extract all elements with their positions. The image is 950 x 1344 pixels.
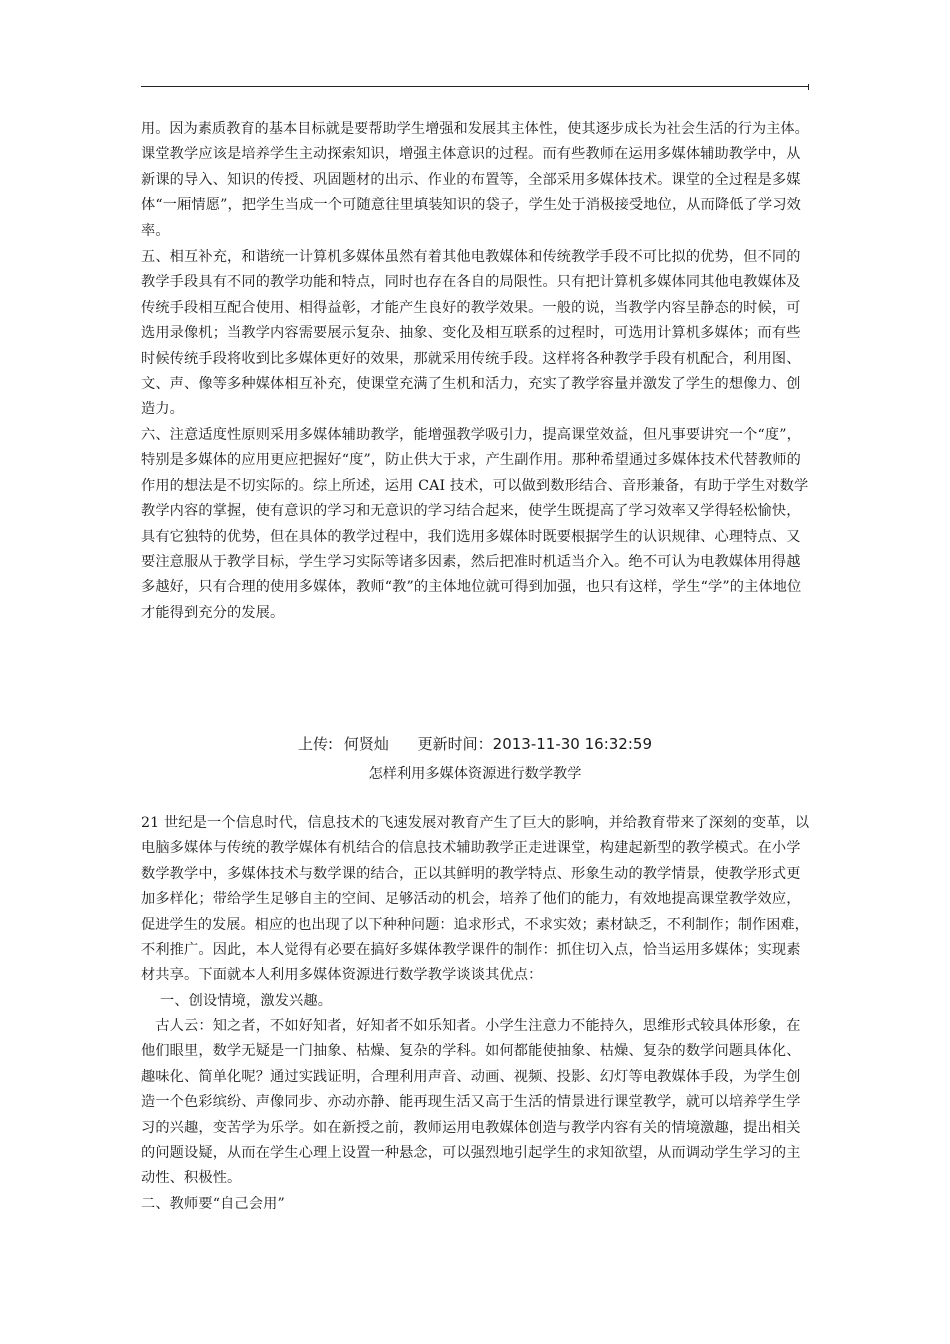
text-line: 新课的导入、知识的传授、巩固题材的出示、作业的布置等，全部采用多媒体技术。课堂的全过程是多媒 bbox=[141, 171, 801, 188]
text-line: 电脑多媒体与传统的教学媒体有机结合的信息技术辅助教学正走进课堂，构建起新型的教学模式。在小学 bbox=[141, 840, 801, 857]
text-line: 动性、积极性。 bbox=[141, 1170, 242, 1187]
updated-label: 更新时间： bbox=[417, 735, 493, 753]
text-line: 用。因为素质教育的基本目标就是要帮助学生增强和发展其主体性，使其逐步成长为社会生活的行为主体。 bbox=[141, 121, 809, 137]
text-line: 选用录像机；当教学内容需要展示复杂、抽象、变化及相互联系的过程时，可选用计算机多媒体；而有些 bbox=[141, 325, 801, 342]
header-rule-tick bbox=[808, 84, 809, 90]
text-line: 才能得到充分的发展。 bbox=[141, 604, 285, 621]
text-line: 六、注意适度性原则采用多媒体辅助教学，能增强教学吸引力，提高课堂效益，但凡事要讲究一个“度”， bbox=[141, 427, 801, 443]
text-line: 多越好，只有合理的使用多媒体，教师“教”的主体地位就可得到加强，也只有这样，学生“学”的主体地位 bbox=[141, 579, 802, 596]
text-line: 古人云：知之者，不如好知者，好知者不如乐知者。小学生注意力不能持久，思维形式较具体形象，在 bbox=[141, 1018, 801, 1034]
text-line: 习的兴趣，变苦学为乐学。如在新授之前，教师运用电教媒体创造与教学内容有关的情境激趣，提出相关 bbox=[141, 1119, 801, 1136]
heading-section-one bbox=[141, 989, 809, 1014]
text-line: 要注意服从于教学目标，学生学习实际等诸多因素，然后把准时机适当介入。绝不可认为电教媒体用得越 bbox=[141, 554, 801, 571]
paragraph-student-subjectivity bbox=[141, 117, 809, 244]
updated-time: 2013-11-30 16:32:59 bbox=[492, 735, 652, 753]
text-line: 五、相互补充，和谐统一计算机多媒体虽然有着其他电教媒体和传统教学手段不可比拟的优势，但不同的 bbox=[141, 249, 801, 265]
paragraph-intro bbox=[141, 811, 809, 989]
upload-meta bbox=[0, 733, 950, 754]
text-line: 时候传统手段将收到比多媒体更好的效果，那就采用传统手段。这样将各种教学手段有机配合，利用图、 bbox=[141, 350, 801, 367]
text-line: 二、教师要“自己会用” bbox=[141, 1196, 285, 1212]
text-line: 造一个色彩缤纷、声像同步、亦动亦静、能再现生活又高于生活的情景进行课堂教学，就可以培养学生学 bbox=[141, 1094, 801, 1111]
paragraph-section-five bbox=[141, 245, 809, 423]
text-line: 的问题设疑，从而在学生心理上设置一种悬念，可以强烈地引起学生的求知欲望，从而调动学生学习的主 bbox=[141, 1145, 801, 1162]
article-title: 怎样利用多媒体资源进行数学教学 bbox=[368, 766, 582, 782]
text-line: 造力。 bbox=[141, 401, 185, 418]
text-line: 体“一厢情愿”，把学生当成一个可随意往里填装知识的袋子，学生处于消极接受地位，从而降低了学习效 bbox=[141, 197, 801, 214]
text-line: 作用的想法是不切实际的。综上所述，运用 CAI 技术，可以做到数形结合、音形兼备，有助于学生对数学 bbox=[141, 477, 809, 494]
text-line: 材共享。下面就本人利用多媒体资源进行数学教学谈谈其优点： bbox=[141, 967, 543, 984]
text-line: 一、创设情境，激发兴趣。 bbox=[141, 993, 333, 1009]
text-line: 促进学生的发展。相应的也出现了以下种种问题：追求形式，不求实效；素材缺乏，不利制作；制作困难， bbox=[141, 916, 809, 933]
text-line: 加多样化；带给学生足够自主的空间、足够活动的机会，培养了他们的能力，有效地提高课堂教学效应， bbox=[141, 891, 801, 908]
text-line: 率。 bbox=[141, 222, 170, 239]
text-line: 21 世纪是一个信息时代，信息技术的飞速发展对教育产生了巨大的影响，并给教育带来了深刻的变革，以 bbox=[141, 815, 810, 831]
text-line: 教学内容的掌握，使有意识的学习和无意识的学习结合起来，使学生既提高了学习效率又学得轻松愉快， bbox=[141, 503, 801, 520]
text-line: 他们眼里，数学无疑是一门抽象、枯燥、复杂的学科。如何都能使抽象、枯燥、复杂的数学问题具体化、 bbox=[141, 1043, 801, 1060]
text-line: 传统手段相互配合使用、相得益彰，才能产生良好的教学效果。一般的说，当教学内容呈静态的时候，可 bbox=[141, 299, 801, 316]
uploader-label: 上传: bbox=[298, 735, 334, 753]
text-line: 特别是多媒体的应用更应把握好“度”，防止供大于求，产生副作用。那种希望通过多媒体技术代替教师的 bbox=[141, 452, 801, 469]
text-line: 不利推广。因此，本人觉得有必要在搞好多媒体教学课件的制作：抓住切入点，恰当运用多媒体；实现素 bbox=[141, 942, 801, 959]
text-line: 数学教学中，多媒体技术与数学课的结合，正以其鲜明的教学特点、形象生动的教学情景，使教学形式更 bbox=[141, 865, 801, 882]
paragraph-section-one bbox=[141, 1014, 809, 1192]
heading-section-two bbox=[141, 1192, 809, 1217]
uploader-name: 何贤灿 bbox=[343, 735, 389, 753]
text-line: 具有它独特的优势，但在具体的教学过程中，我们选用多媒体时既要根据学生的认识规律、心理特点、又 bbox=[141, 528, 801, 545]
text-line: 文、声、像等多种媒体相互补充，使课堂充满了生机和活力，充实了教学容量并激发了学生的想像力、创 bbox=[141, 376, 801, 393]
text-line: 课堂教学应该是培养学生主动探索知识，增强主体意识的过程。而有些教师在运用多媒体辅助教学中，从 bbox=[141, 146, 801, 163]
text-line: 趣味化、简单化呢？通过实践证明，合理利用声音、动画、视频、投影、幻灯等电教媒体手段，为学生创 bbox=[141, 1068, 801, 1085]
header-rule bbox=[141, 86, 809, 87]
paragraph-section-six bbox=[141, 423, 809, 626]
text-line: 教学手段具有不同的教学功能和特点，同时也存在各自的局限性。只有把计算机多媒体同其他电教媒体及 bbox=[141, 274, 801, 291]
